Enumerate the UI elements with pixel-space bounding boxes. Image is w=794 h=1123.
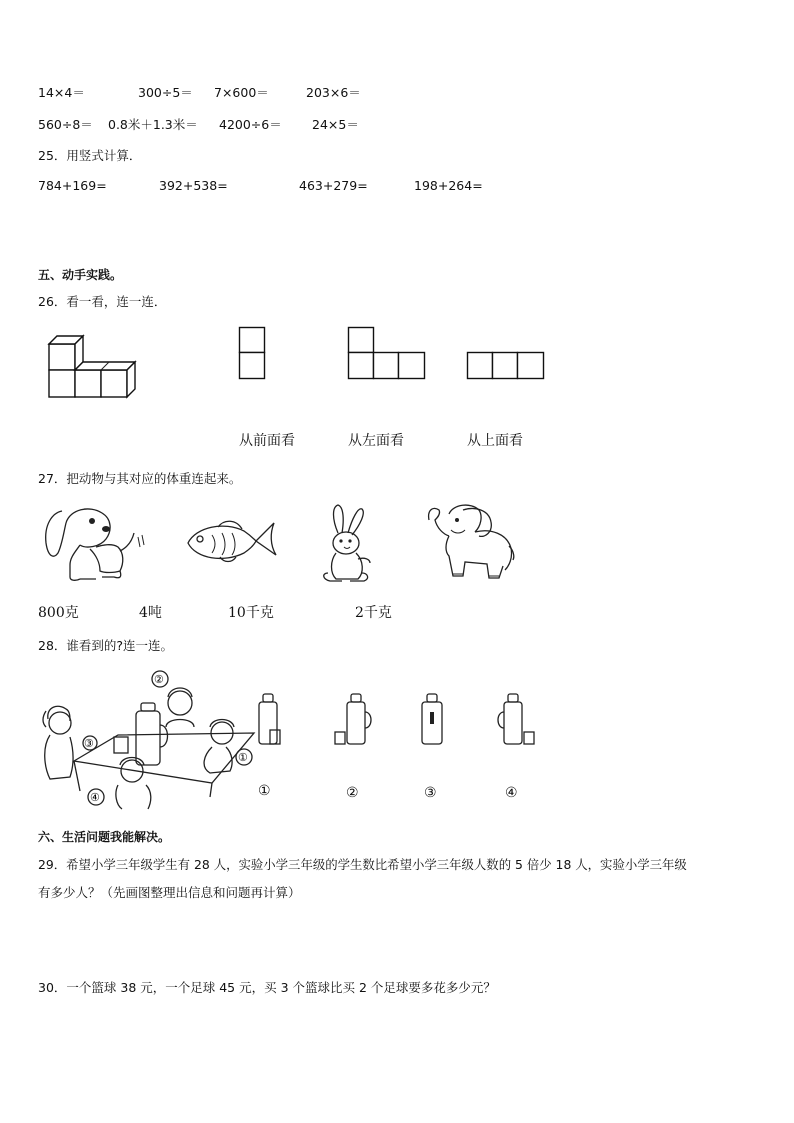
view-label-top: 从上面看 xyxy=(467,433,523,449)
view-label-left: 从左面看 xyxy=(348,433,404,449)
child-icon xyxy=(204,720,234,774)
view-option-2 xyxy=(333,690,377,750)
person-mark: ② xyxy=(154,673,164,686)
weight-label: 2千克 xyxy=(355,605,392,621)
calc-item: 7×600＝ xyxy=(214,85,269,100)
front-view-figure xyxy=(239,327,267,381)
fish-icon xyxy=(184,515,280,565)
section-5-title: 五、动手实践。 xyxy=(38,268,123,282)
question-29-line2: 有多少人？（先画图整理出信息和问题再计算） xyxy=(38,885,301,900)
calc-item: 300÷5＝ xyxy=(138,85,193,100)
section-6-title: 六、生活问题我能解决。 xyxy=(38,830,171,844)
dog-icon xyxy=(40,503,148,587)
cup-icon xyxy=(114,737,128,753)
view-mark: ① xyxy=(258,783,271,799)
person-mark: ③ xyxy=(84,737,94,750)
person-mark: ④ xyxy=(90,791,100,804)
calc-item: 14×4＝ xyxy=(38,85,85,100)
cube-stack-figure xyxy=(44,334,144,404)
left-view-figure xyxy=(348,327,428,381)
calc-item: 4200÷6＝ xyxy=(219,117,282,132)
calc-item: 0.8米＋1.3米＝ xyxy=(108,117,198,132)
vertical-calc-item: 463+279= xyxy=(299,178,368,193)
view-label-front: 从前面看 xyxy=(239,433,295,449)
elephant-icon xyxy=(423,500,517,584)
table-scene-figure xyxy=(40,667,260,809)
vertical-calc-item: 784+169= xyxy=(38,178,107,193)
question-29-line1: 29．希望小学三年级学生有 28 人，实验小学三年级的学生数比希望小学三年级人数的 5 倍少 18 人，实验小学三年级 xyxy=(38,857,687,872)
weight-label: 800克 xyxy=(38,605,79,621)
view-option-3 xyxy=(420,690,450,750)
calc-item: 203×6＝ xyxy=(306,85,361,100)
person-mark: ① xyxy=(238,751,248,764)
question-26-title: 26．看一看，连一连． xyxy=(38,294,167,309)
top-view-figure xyxy=(467,352,547,382)
weight-label: 4吨 xyxy=(139,605,162,621)
question-27-title: 27．把动物与其对应的体重连起来。 xyxy=(38,471,242,486)
weight-label: 10千克 xyxy=(228,605,274,621)
rabbit-icon xyxy=(318,503,380,587)
view-mark: ② xyxy=(346,785,359,801)
view-option-1 xyxy=(258,690,288,750)
question-25-title: 25．用竖式计算． xyxy=(38,148,142,163)
calc-item: 24×5＝ xyxy=(312,117,359,132)
calc-item: 560÷8＝ xyxy=(38,117,93,132)
child-icon xyxy=(166,688,194,727)
child-icon xyxy=(43,706,73,779)
question-30: 30．一个篮球 38 元，一个足球 45 元，买 3 个篮球比买 2 个足球要多花多少元？ xyxy=(38,980,496,995)
view-mark: ④ xyxy=(505,785,518,801)
vertical-calc-item: 392+538= xyxy=(159,178,228,193)
view-option-4 xyxy=(494,690,538,750)
question-28-title: 28．谁看到的?连一连。 xyxy=(38,638,174,653)
view-mark: ③ xyxy=(424,785,437,801)
vertical-calc-item: 198+264= xyxy=(414,178,483,193)
